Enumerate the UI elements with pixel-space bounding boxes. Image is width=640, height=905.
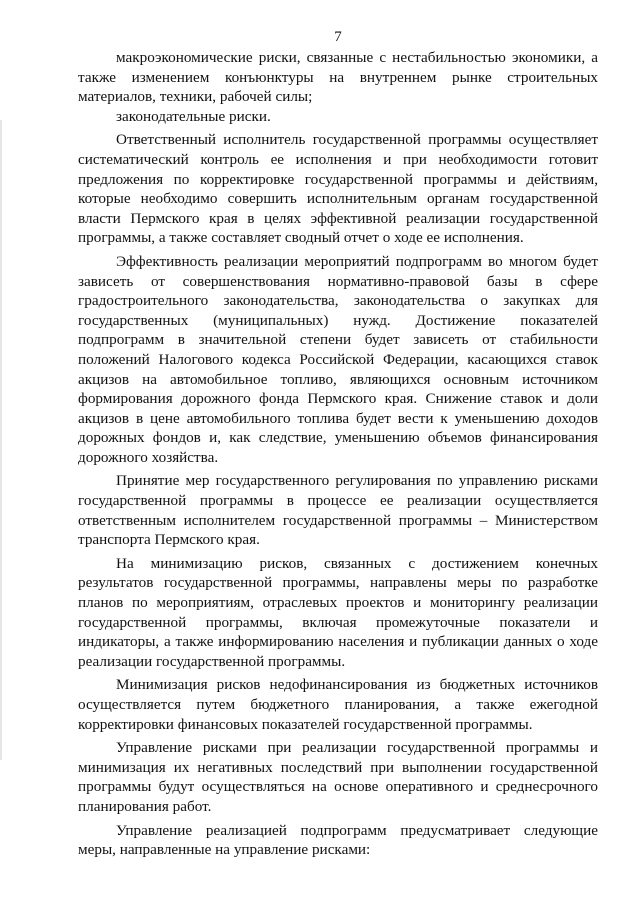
paragraph-regulation-measures: Принятие мер государственного регулирования по управлению рисками государственной программы в процессе ее реализации осуществляется ответственным исполнителем государственной программы – Министерством транспорта Пермского края. [78, 472, 598, 549]
paragraph-subprogram-management: Управление реализацией подпрограмм предусматривает следующие меры, направленные на управление рисками: [78, 821, 598, 859]
paragraph-macroeconomic-risks: макроэкономические риски, связанные с нестабильностью экономики, а также изменением конъюнктуры на внутреннем рынке строительных материалов, техники, рабочей силы; [78, 49, 598, 106]
scan-edge-mark [0, 120, 2, 760]
paragraph-risk-minimization: На минимизацию рисков, связанных с достижением конечных результатов государственной программы, направлены меры по разработке планов по мероприятиям, отраслевых проектов и мониторингу реализации государственной программы, включая промежуточные показатели и индикаторы, а также информированию населения и публикации данных о ходе реализации государственной программы. [78, 554, 598, 670]
document-body [78, 48, 598, 860]
page-number: 7 [334, 29, 342, 45]
paragraph-risk-management: Управление рисками при реализации государственной программы и минимизация их негативных последствий при выполнении государственной программы будут осуществляться на основе оперативного и среднесрочного планирования работ. [78, 739, 598, 815]
paragraph-underfunding-risks: Минимизация рисков недофинансирования из бюджетных источников осуществляется путем бюджетного планирования, а также ежегодной корректировки финансовых показателей государственной программы. [78, 676, 598, 733]
paragraph-responsible-executor: Ответственный исполнитель государственной программы осуществляет систематический контроль ее исполнения и при необходимости готовит предложения по корректировке государственной программы и действиям, которые необходимо совершить исполнительным органам государственной власти Пермского края в целях эффективной реализации государственной программы, а также составляет сводный отчет о ходе ее исполнения. [78, 131, 598, 247]
paragraph-efficiency: Эффективность реализации мероприятий подпрограмм во многом будет зависеть от совершенствования нормативно-правовой базы в сфере градостроительного законодательства, законодательства о закупках для государственных (муниципальных) нужд. Достижение показателей подпрограмм в значительной степени будет зависеть от стабильности положений Налогового кодекса Российской Федерации, касающихся ставок акцизов на автомобильное топливо, являющихся основным источником формирования дорожного фонда Пермского края. Снижение ставок и доли акцизов в цене автомобильного топлива будет вести к уменьшению доходов дорожных фондов и, как следствие, уменьшению объемов финансирования дорожного хозяйства. [78, 252, 598, 466]
paragraph-legislative-risks: законодательные риски. [116, 107, 271, 125]
